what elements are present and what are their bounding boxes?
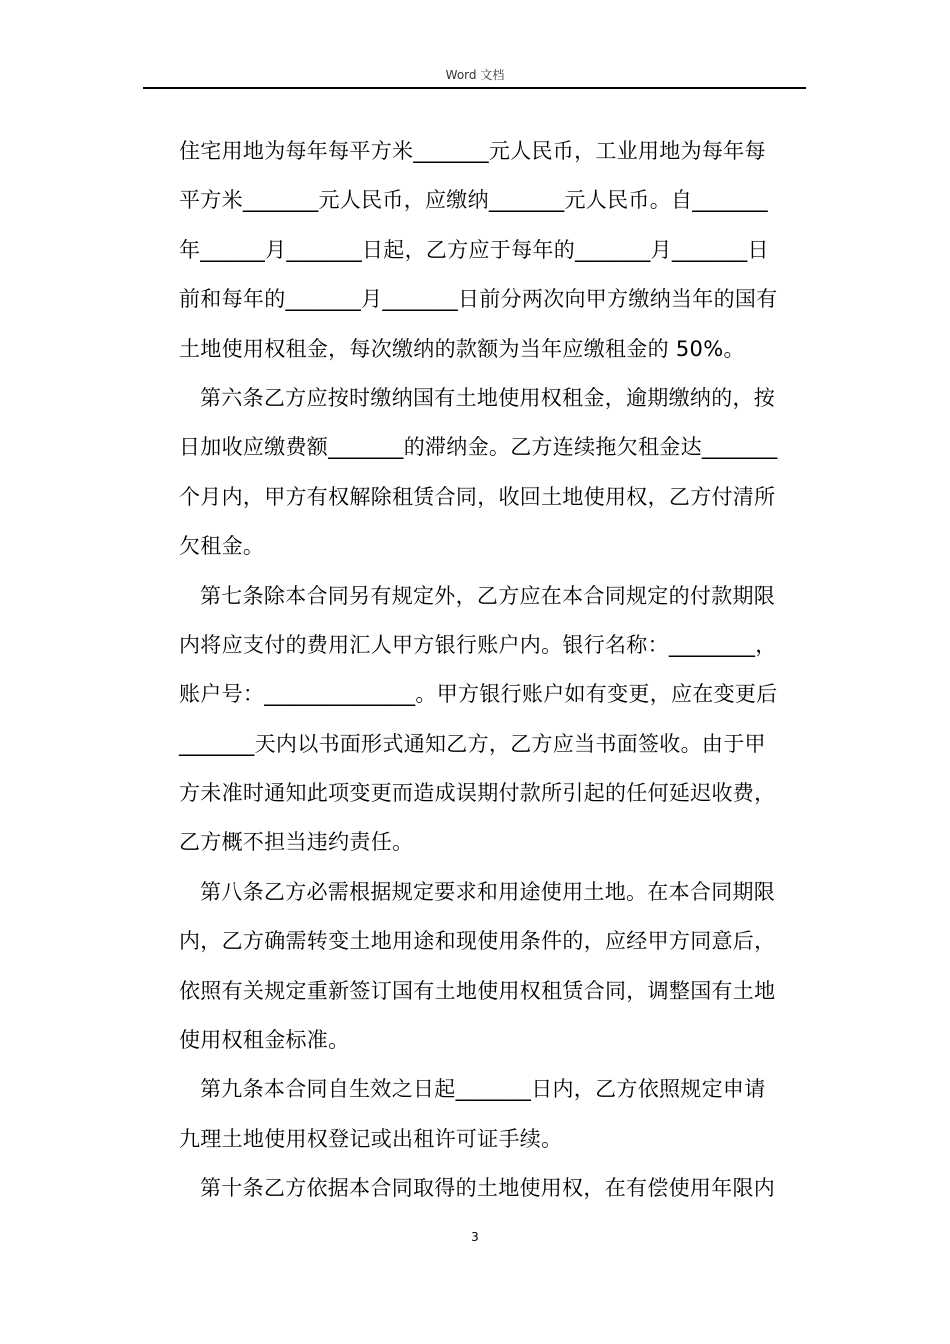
header-divider xyxy=(143,87,806,89)
page-header-title: Word 文档 xyxy=(445,68,505,82)
text-line: 使用权租金标准。 xyxy=(179,1028,350,1053)
text-line: _______天内以书面形式通知乙方，乙方应当书面签收。由于甲 xyxy=(179,731,766,756)
document-body xyxy=(179,127,806,1214)
text-line: 土地使用权租金，每次缴纳的款额为当年应缴租金的 50%。 xyxy=(179,336,745,361)
text-line: 欠租金。 xyxy=(179,534,265,559)
article-8-start: 第八条乙方必需根据规定要求和用途使用土地。在本合同期限 xyxy=(200,879,776,904)
text-line: 方未准时通知此项变更而造成误期付款所引起的任何延迟收费， xyxy=(179,781,776,806)
text-line: 乙方概不担当违约责任。 xyxy=(179,830,414,855)
text-line: 前和每年的_______月_______日前分两次向甲方缴纳当年的国有 xyxy=(179,287,778,312)
page-number: 3 xyxy=(471,1230,479,1244)
text-line: 内，乙方确需转变土地用途和现使用条件的，应经甲方同意后， xyxy=(179,929,776,954)
article-10-start: 第十条乙方依据本合同取得的土地使用权，在有偿使用年限内 xyxy=(200,1176,776,1201)
text-line: 日加收应缴费额_______的滞纳金。乙方连续拖欠租金达_______ xyxy=(179,435,778,460)
text-line: 九理土地使用权登记或出租许可证手续。 xyxy=(179,1126,563,1151)
text-line: 住宅用地为每年每平方米_______元人民币，工业用地为每年每 xyxy=(179,139,766,163)
text-line: 依照有关规定重新签订国有土地使用权租赁合同，调整国有土地 xyxy=(179,978,776,1003)
article-7-start: 第七条除本合同另有规定外，乙方应在本合同规定的付款期限 xyxy=(200,583,776,608)
text-line: 平方米_______元人民币，应缴纳_______元人民币。自_______ xyxy=(179,188,768,213)
article-9-start: 第九条本合同自生效之日起_______日内，乙方依照规定申请 xyxy=(200,1077,766,1102)
text-line: 年______月_______日起，乙方应于每年的_______月_______日 xyxy=(179,237,769,262)
text-line: 个月内，甲方有权解除租赁合同，收回土地使用权，乙方付清所 xyxy=(179,484,776,509)
article-6-start: 第六条乙方应按时缴纳国有土地使用权租金，逾期缴纳的，按 xyxy=(200,385,776,410)
text-line: 账户号：______________。甲方银行账户如有变更，应在变更后 xyxy=(179,682,778,707)
text-line: 内将应支付的费用汇人甲方银行账户内。银行名称：________， xyxy=(179,632,777,657)
